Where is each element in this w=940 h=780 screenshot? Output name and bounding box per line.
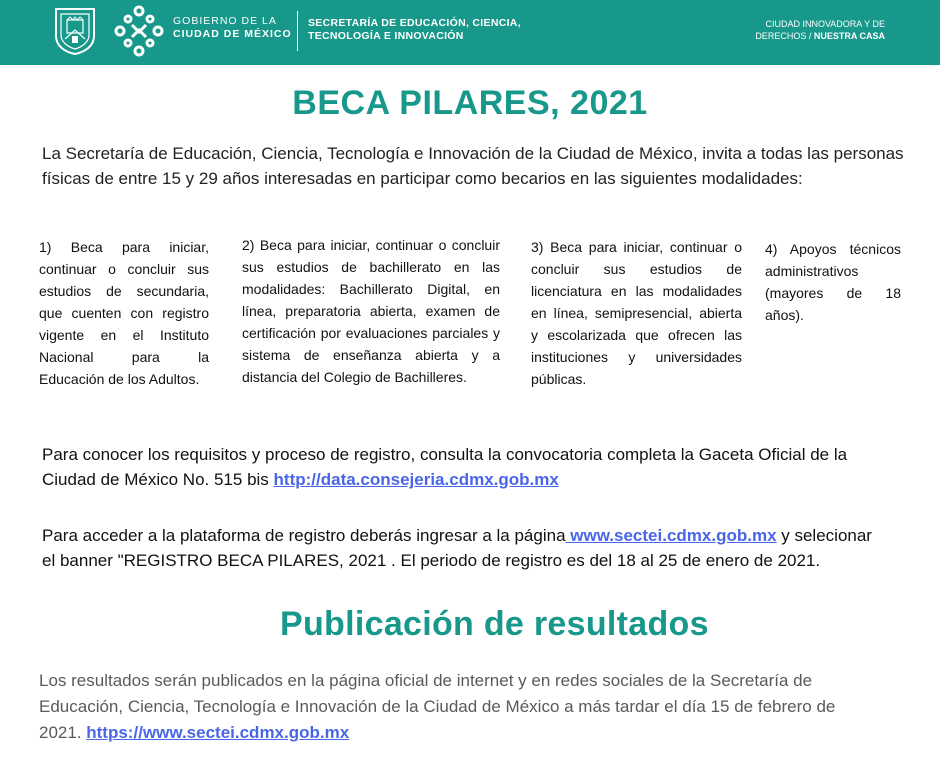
- modalidad-3: 3) Beca para iniciar, continuar o concluir sus estudios de licenciatura en las modalidades en línea, semipresencial, abierta y escolarizada que ofrecen las instituciones y universidades públicas.: [531, 239, 742, 387]
- results-paragraph: [39, 668, 879, 746]
- secretaria-line-2: TECNOLOGÍA E INNOVACIÓN: [308, 30, 464, 42]
- secretaria-line-1: SECRETARÍA DE EDUCACIÓN, CIENCIA,: [308, 17, 521, 29]
- motto-line-2a: DERECHOS /: [755, 31, 814, 41]
- requisitos-text: Para conocer los requisitos y proceso de registro, consulta la convocatoria completa la Gaceta Oficial de la Ciudad de México No. 515 bis: [42, 445, 848, 489]
- requisitos-paragraph: [42, 442, 882, 492]
- sectei-link[interactable]: www.sectei.cdmx.gob.mx: [565, 526, 777, 545]
- cdmx-shield-logo: [52, 6, 98, 56]
- intro-paragraph: La Secretaría de Educación, Ciencia, Tecnología e Innovación de la Ciudad de México, invita a todas las personas físicas de entre 15 y 29 años interesadas en participar como becarios en las siguientes modalidades:: [42, 144, 904, 188]
- header-divider: [297, 11, 298, 51]
- motto-line-2: [755, 30, 885, 42]
- cdmx-diamond-logo: [114, 5, 164, 57]
- secretaria-label: [308, 17, 521, 43]
- motto-label: [755, 18, 885, 42]
- gov-line-1: GOBIERNO DE LA: [173, 15, 277, 27]
- modalidad-2: 2) Beca para iniciar, continuar o concluir sus estudios de bachillerato en las modalidades: Bachillerato Digital, en línea, preparatoria abierta, examen de certificación por evaluaciones parciales y sistema de enseñanza abierta y a distancia del Colegio de Bachilleres.: [242, 237, 500, 385]
- header-bar: [0, 0, 940, 65]
- registro-text-after: y selecionar el banner "REGISTRO BECA PILARES, 2021 . El periodo de registro es del 18 al 25 de enero de 2021.: [42, 526, 872, 570]
- gov-line-2: CIUDAD DE MÉXICO: [173, 28, 292, 40]
- motto-line-1: CIUDAD INNOVADORA Y DE: [765, 19, 885, 29]
- results-link[interactable]: https://www.sectei.cdmx.gob.mx: [86, 723, 350, 742]
- page-title: BECA PILARES, 2021: [292, 84, 648, 122]
- results-heading: Publicación de resultados: [280, 605, 709, 643]
- gobierno-cdmx-label: [173, 15, 292, 41]
- modalidad-4: 4) Apoyos técnicos administrativos (mayores de 18 años).: [765, 241, 901, 323]
- gaceta-link[interactable]: http://data.consejeria.cdmx.gob.mx: [273, 470, 559, 489]
- registro-paragraph: [42, 523, 882, 573]
- results-text: Los resultados serán publicados en la página oficial de internet y en redes sociales de la Secretaría de Educación, Ciencia, Tecnología e Innovación de la Ciudad de México a más tardar el día 15 de febrero de 2021.: [39, 671, 836, 742]
- motto-line-2b: NUESTRA CASA: [813, 31, 885, 41]
- modalidad-1: 1) Beca para iniciar, continuar o concluir sus estudios de secundaria, que cuenten con registro vigente en el Instituto Nacional para la Educación de los Adultos.: [39, 239, 209, 387]
- registro-text-before: Para acceder a la plataforma de registro deberás ingresar a la página: [42, 526, 566, 545]
